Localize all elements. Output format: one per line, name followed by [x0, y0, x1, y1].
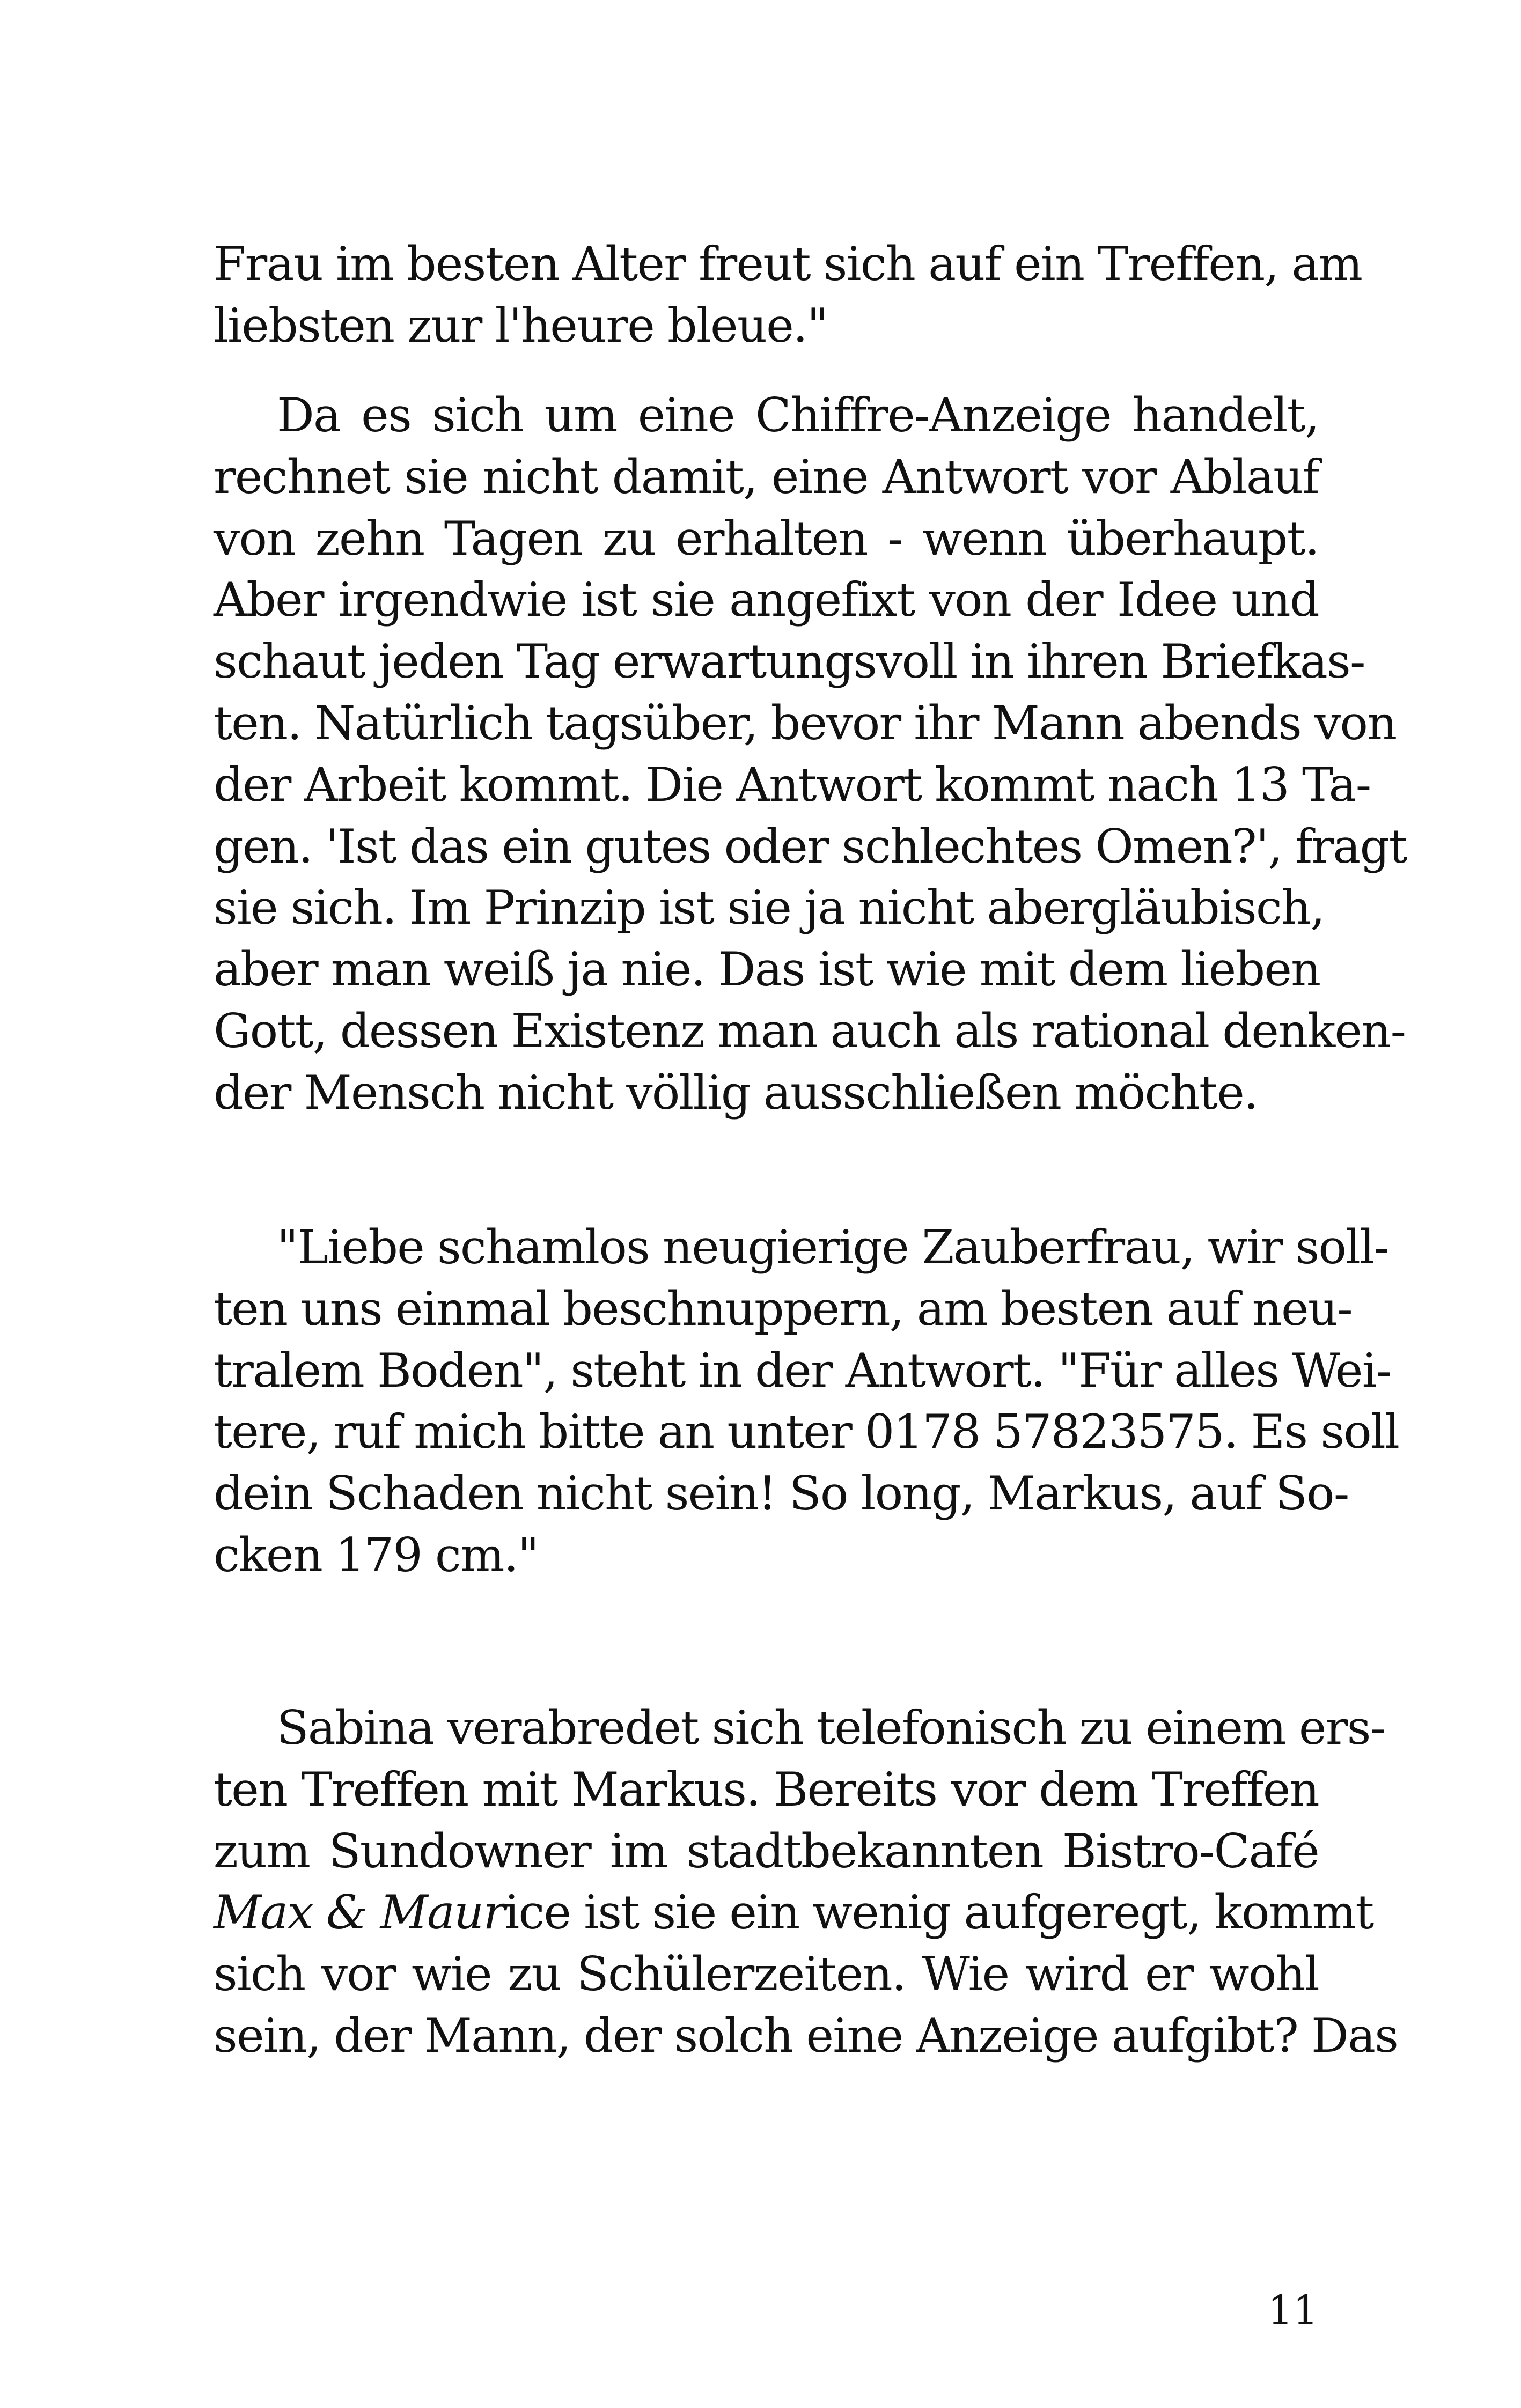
text-line: der Arbeit kommt. Die Antwort kommt nach 13 Ta- [214, 757, 1371, 812]
text-line: Aber irgendwie ist sie angefixt von der Idee und [214, 572, 1319, 628]
text-line: ten Treffen mit Markus. Bereits vor dem Treffen [214, 1762, 1319, 1817]
text-line: gen. 'Ist das ein gutes oder schlechtes Omen?', fragt [214, 819, 1407, 874]
text-line: zum Sundowner im stadtbekannten Bistro-Café [214, 1823, 1319, 1879]
text-line: der Mensch nicht völlig ausschließen möchte. [214, 1065, 1258, 1120]
text-fragment: ice ist sie ein wenig aufgeregt, kommt [504, 1885, 1373, 1940]
text-line: Gott, dessen Existenz man auch als rational denken- [214, 1003, 1406, 1058]
text-line: dein Schaden nicht sein! So long, Markus, auf So- [214, 1466, 1349, 1521]
paragraph-1 [214, 233, 1362, 357]
text-line: ten. Natürlich tagsüber, bevor ihr Mann abends von [214, 695, 1397, 750]
text-line: schaut jeden Tag erwartungsvoll in ihren Briefkas- [214, 634, 1365, 689]
text-line: Da es sich um eine Chiffre-Anzeige handelt, [277, 388, 1319, 443]
cafe-name-italic: Max & Maur [214, 1885, 505, 1940]
text-line: cken 179 cm." [214, 1527, 539, 1582]
text-line: von zehn Tagen zu erhalten - wenn überhaupt. [214, 511, 1319, 566]
text-line: rechnet sie nicht damit, eine Antwort vor Ablauf [214, 449, 1319, 504]
paragraph-4 [214, 1697, 1398, 2067]
text-line: tralem Boden", steht in der Antwort. "Für alles Wei- [214, 1343, 1391, 1398]
text-line: liebsten zur l'heure bleue." [214, 298, 828, 353]
text-line: Frau im besten Alter freut sich auf ein Treffen, am [214, 237, 1362, 291]
text-line: sie sich. Im Prinzip ist sie ja nicht abergläubisch, [214, 880, 1325, 936]
text-line: aber man weiß ja nie. Das ist wie mit dem lieben [214, 942, 1320, 997]
paragraph-2 [214, 385, 1407, 1124]
paragraph-3 [214, 1217, 1399, 1586]
text-line: "Liebe schamlos neugierige Zauberfrau, wir soll- [277, 1220, 1389, 1275]
text-line: sein, der Mann, der solch eine Anzeige aufgibt? Das [214, 2008, 1398, 2063]
text-line: Sabina verabredet sich telefonisch zu einem ers- [277, 1700, 1385, 1755]
text-line [214, 1882, 1373, 1943]
text-line: ten uns einmal beschnuppern, am besten auf neu- [214, 1281, 1352, 1336]
page-number: 11 [1267, 2287, 1318, 2333]
text-line: sich vor wie zu Schülerzeiten. Wie wird er wohl [214, 1947, 1319, 2002]
text-line: tere, ruf mich bitte an unter 0178 57823575. Es soll [214, 1404, 1399, 1460]
